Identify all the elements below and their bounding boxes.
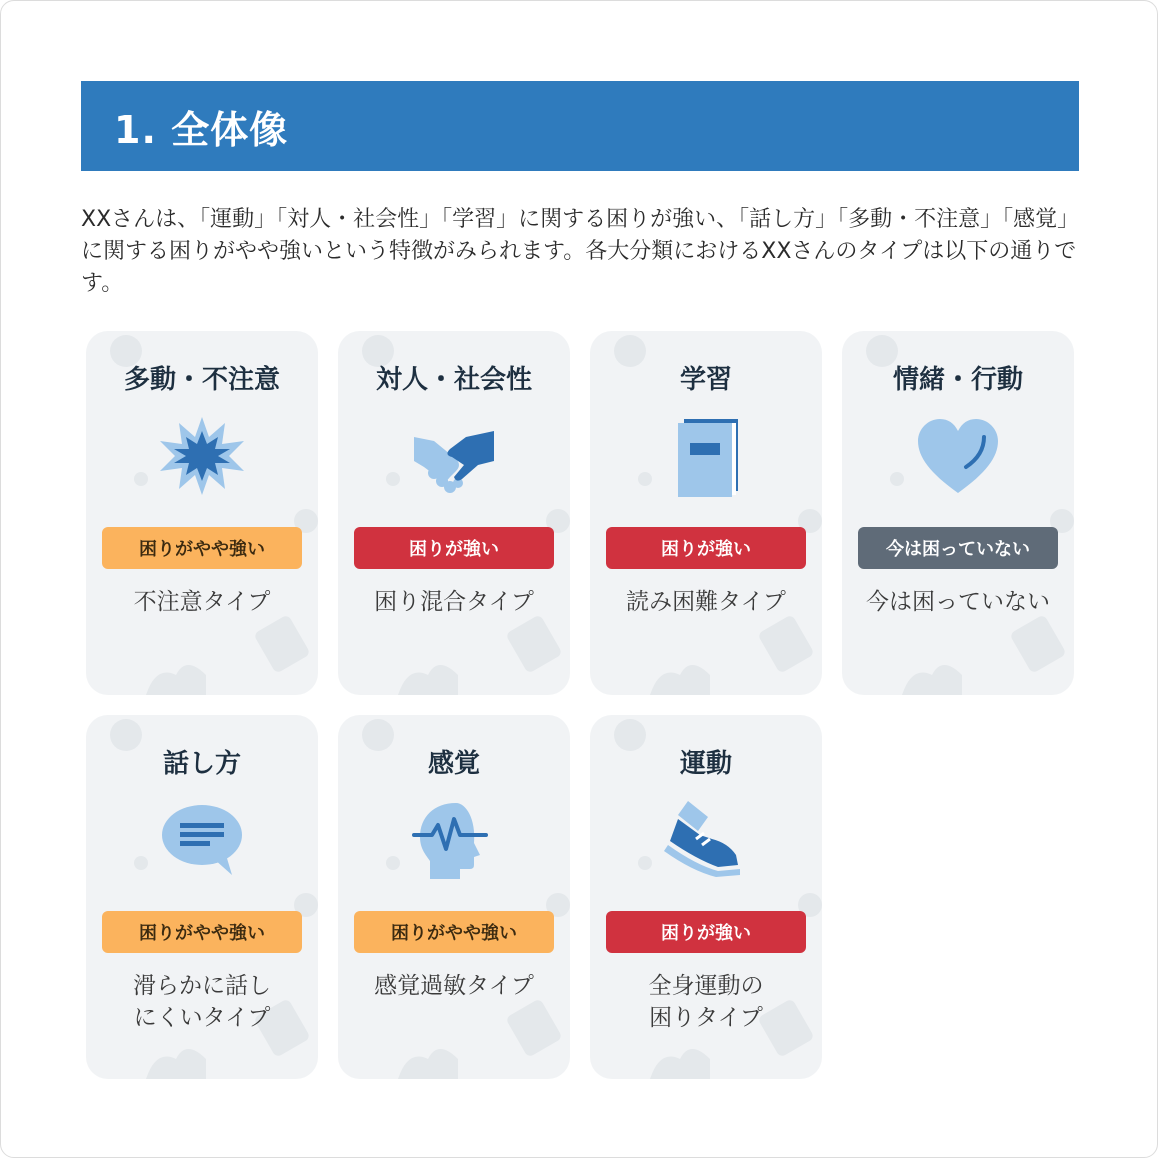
type-label: 読み困難タイプ xyxy=(626,589,786,615)
section-title: 1. 全体像 xyxy=(114,107,289,152)
difficulty-badge: 困りがやや強い xyxy=(354,911,554,953)
category-card-hyperactivity xyxy=(86,331,318,695)
category-card-motor xyxy=(590,715,822,1079)
difficulty-badge: 困りが強い xyxy=(354,527,554,569)
difficulty-badge: 困りがやや強い xyxy=(102,527,302,569)
head-pulse-icon xyxy=(404,795,504,885)
card-title: 学習 xyxy=(679,365,732,395)
category-card-sensory xyxy=(338,715,570,1079)
card-title: 感覚 xyxy=(427,749,480,779)
section-header xyxy=(81,81,1079,171)
card-title: 多動・不注意 xyxy=(123,365,280,395)
difficulty-badge: 今は困っていない xyxy=(858,527,1058,569)
difficulty-badge: 困りがやや強い xyxy=(102,911,302,953)
type-label: 滑らかに話し にくいタイプ xyxy=(133,973,271,1031)
card-title: 情緒・行動 xyxy=(892,365,1023,395)
category-card-social xyxy=(338,331,570,695)
speech-bubble-icon xyxy=(152,795,252,885)
book-icon xyxy=(656,411,756,501)
type-label: 困り混合タイプ xyxy=(374,589,534,615)
type-label: 感覚過敏タイプ xyxy=(374,973,534,999)
card-title: 運動 xyxy=(679,749,732,779)
heart-icon xyxy=(908,411,1008,501)
card-title: 対人・社会性 xyxy=(375,365,532,395)
type-label: 全身運動の 困りタイプ xyxy=(648,973,764,1031)
type-label: 不注意タイプ xyxy=(133,589,271,615)
card-title: 話し方 xyxy=(162,749,241,779)
intro-paragraph: XXさんは、「運動」「対人・社会性」「学習」に関する困りが強い、「話し方」「多動・不注意」「感覚」 に関する困りがやや強いという特徴がみられます。各大分類におけるXXさんのタイプは以下の通りです。 xyxy=(81,207,1080,296)
handshake-icon xyxy=(404,411,504,501)
category-card-speech xyxy=(86,715,318,1079)
category-card-learning xyxy=(590,331,822,695)
difficulty-badge: 困りが強い xyxy=(606,527,806,569)
difficulty-badge: 困りが強い xyxy=(606,911,806,953)
burst-icon xyxy=(152,411,252,501)
type-label: 今は困っていない xyxy=(866,589,1050,615)
category-card-emotion xyxy=(842,331,1074,695)
shoe-icon xyxy=(656,795,756,885)
